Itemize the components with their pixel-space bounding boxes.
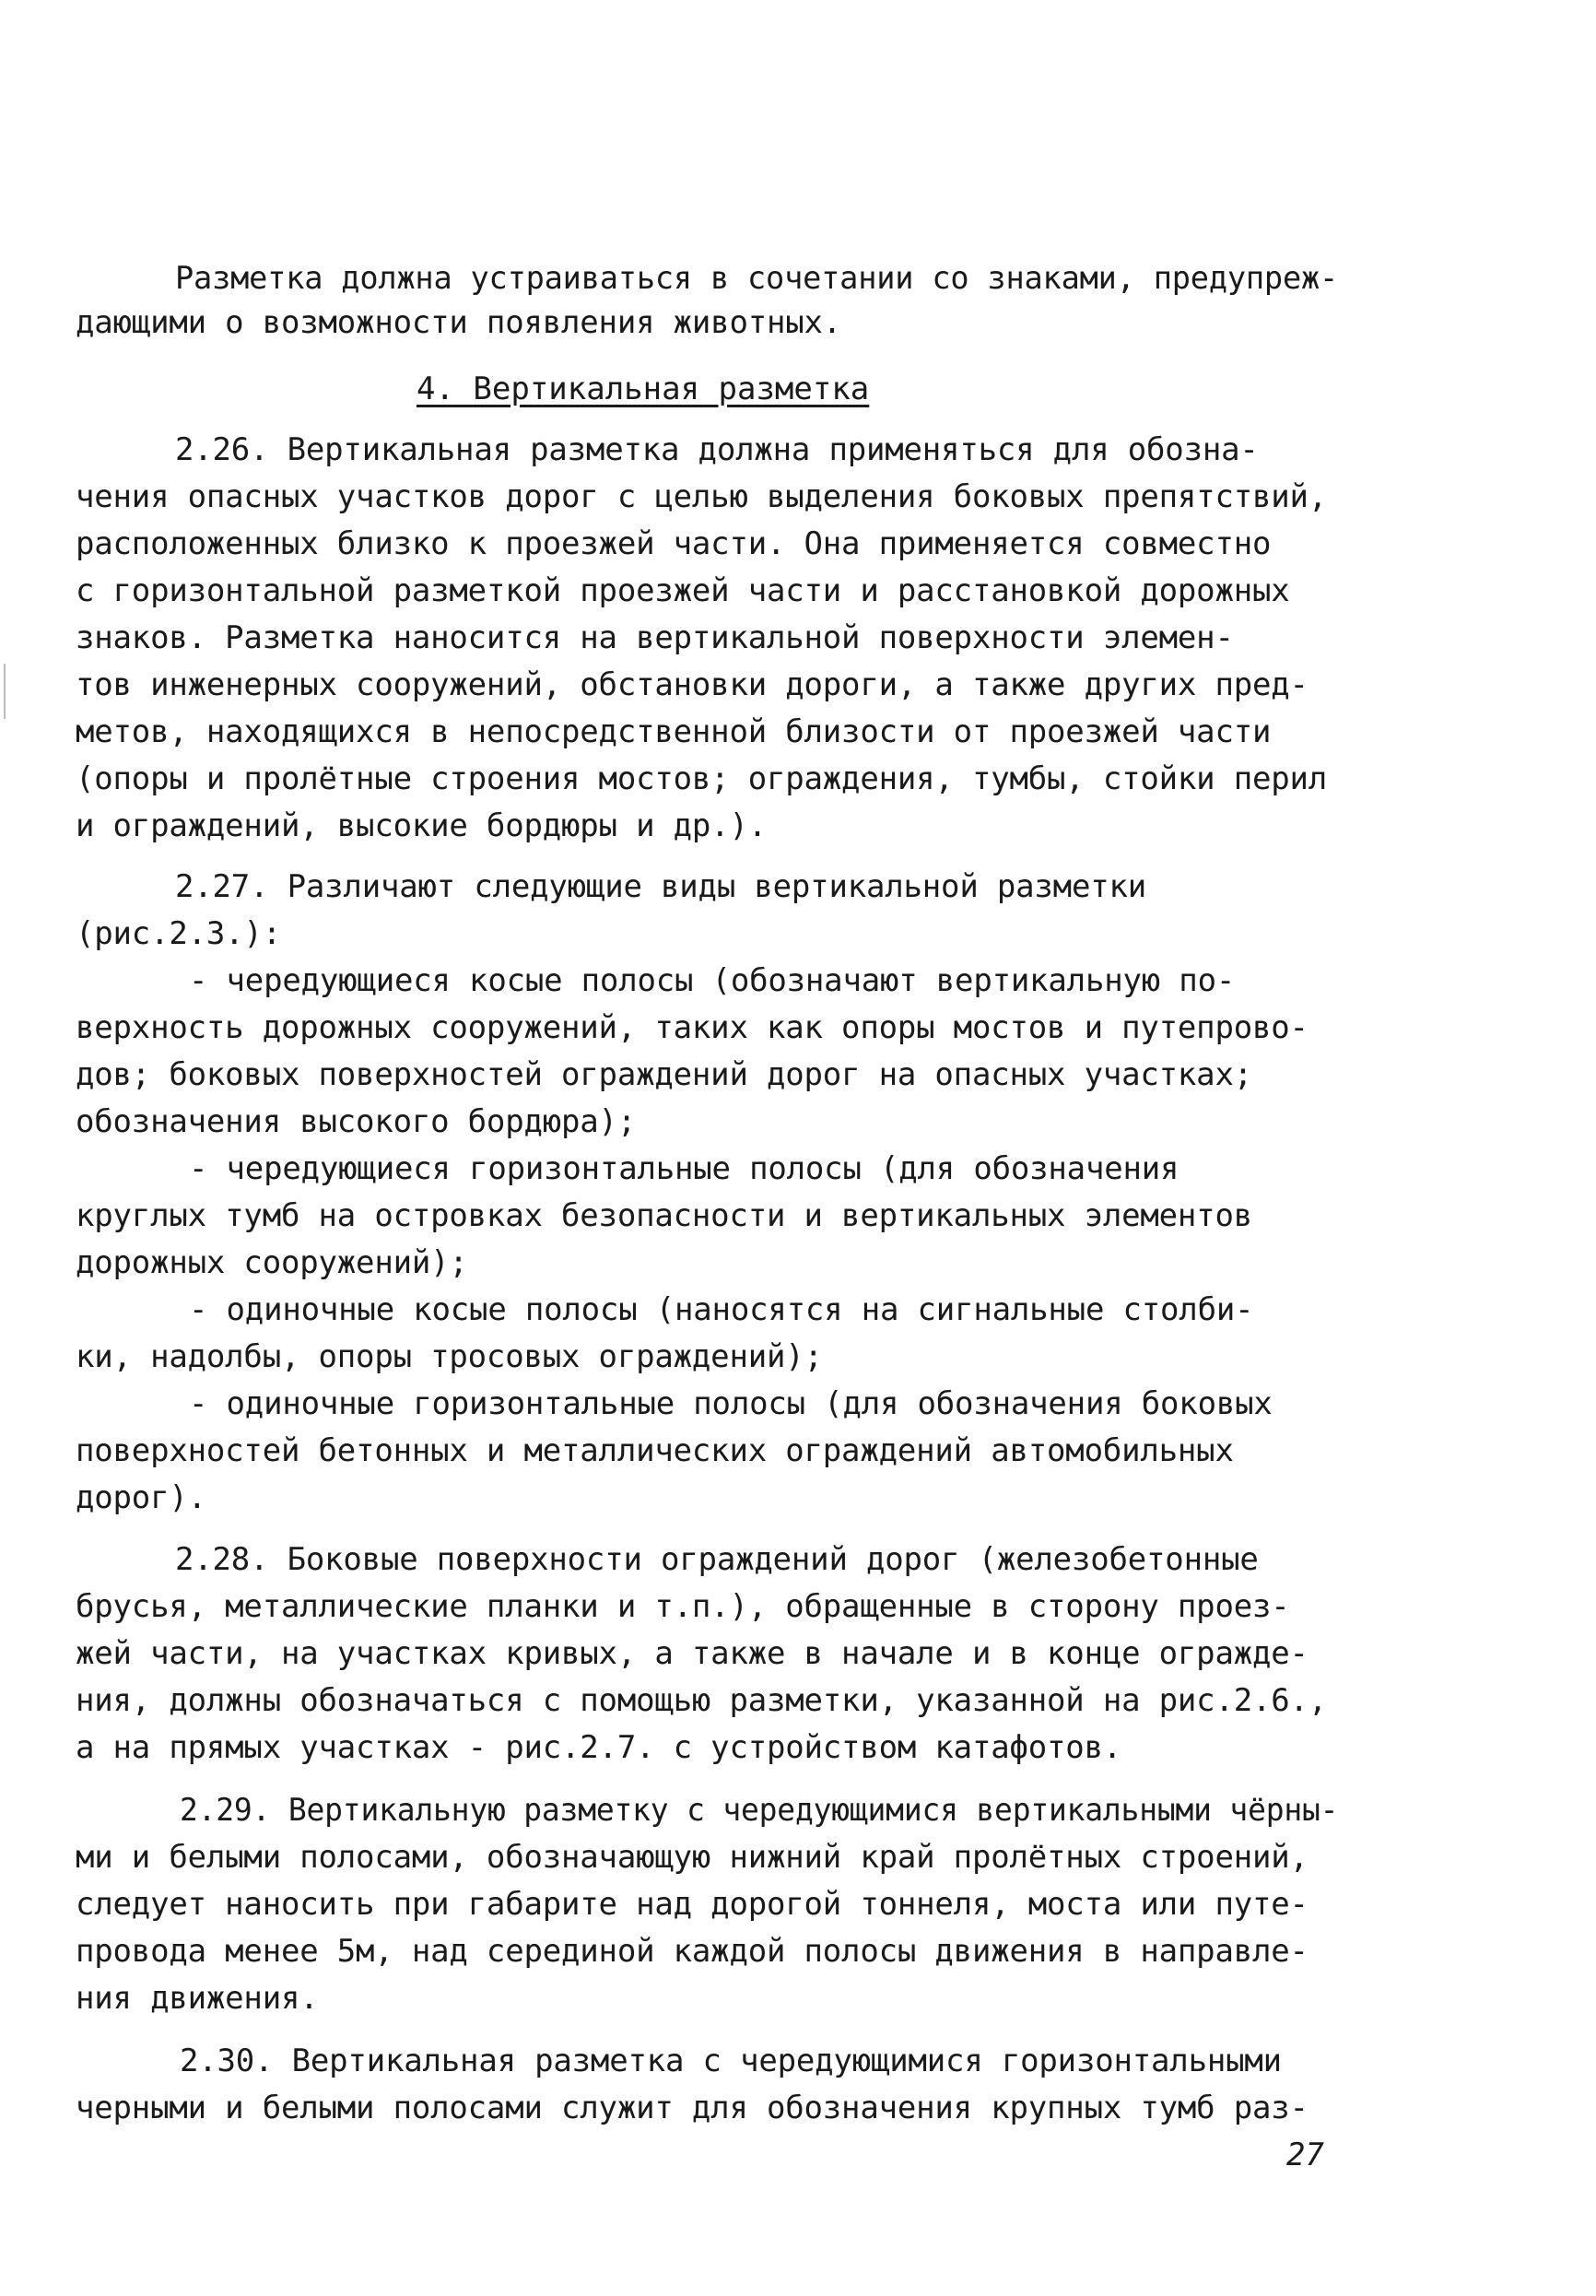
paragraph-2-26-line: метов, находящихся в непосредственной близости от проезжей части <box>76 713 1272 750</box>
paragraph-2-30-line: 2.30. Вертикальная разметка с чередующимися горизонтальными <box>180 2043 1282 2079</box>
paragraph-2-27-line: - чередующиеся косые полосы (обозначают вертикальную по- <box>189 962 1236 999</box>
paragraph-2-30-line: черными и белыми полосами служит для обозначения крупных тумб раз- <box>76 2090 1308 2126</box>
paragraph-2-27-line: дов; боковых поверхностей ограждений дорог на опасных участках; <box>76 1056 1252 1093</box>
paragraph-2-27-line: дорожных сооружений); <box>76 1244 468 1281</box>
paragraph-2-29-line: ния движения. <box>76 1980 319 2017</box>
intro-line: дающими о возможности появления животных. <box>76 304 842 341</box>
paragraph-2-26-line: знаков. Разметка наносится на вертикальной поверхности элемен- <box>76 619 1234 656</box>
intro-line: Разметка должна устраиваться в сочетании со знаками, предупреж- <box>175 260 1339 297</box>
paragraph-2-26-line: и ограждений, высокие бордюры и др.). <box>76 807 767 844</box>
paragraph-2-26-line: тов инженерных сооружений, обстановки дороги, а также других пред- <box>76 666 1308 703</box>
page-number: 27 <box>1286 2137 1324 2173</box>
paragraph-2-29-line: ми и белыми полосами, обозначающую нижний край пролётных строений, <box>76 1839 1308 1876</box>
paragraph-2-27-line: поверхностей бетонных и металлических ограждений автомобильных <box>76 1432 1234 1469</box>
paragraph-2-27-line: ки, надолбы, опоры тросовых ограждений); <box>76 1338 823 1375</box>
paragraph-2-27-line: 2.27. Различают следующие виды вертикальной разметки <box>175 868 1147 905</box>
paragraph-2-27-line: - чередующиеся горизонтальные полосы (для обозначения <box>189 1150 1179 1187</box>
paragraph-2-29-line: провода менее 5м, над серединой каждой полосы движения в направле- <box>76 1933 1308 1970</box>
paragraph-2-27-line: (рис.2.3.): <box>76 915 281 952</box>
paragraph-2-26-line: (опоры и пролётные строения мостов; ограждения, тумбы, стойки перил <box>76 760 1328 797</box>
paragraph-2-28-line: 2.28. Боковые поверхности ограждений дорог (железобетонные <box>175 1541 1259 1578</box>
section-heading: 4. Вертикальная разметка <box>417 371 870 407</box>
paragraph-2-27-line: круглых тумб на островках безопасности и вертикальных элементов <box>76 1197 1252 1234</box>
scan-margin-mark <box>4 664 6 719</box>
paragraph-2-26-line: с горизонтальной разметкой проезжей части и расстановкой дорожных <box>76 572 1290 609</box>
paragraph-2-27-line: - одиночные косые полосы (наносятся на сигнальные столби- <box>189 1291 1254 1328</box>
paragraph-2-27-line: дорог). <box>76 1479 206 1516</box>
paragraph-2-27-line: верхность дорожных сооружений, таких как опоры мостов и путепрово- <box>76 1009 1308 1046</box>
paragraph-2-28-line: а на прямых участках - рис.2.7. с устройством катафотов. <box>76 1729 1122 1766</box>
paragraph-2-26-line: чения опасных участков дорог с целью выделения боковых препятствий, <box>76 478 1328 515</box>
paragraph-2-29-line: следует наносить при габарите над дорогой тоннеля, моста или путе- <box>76 1886 1308 1923</box>
paragraph-2-26-line: расположенных близко к проезжей части. Она применяется совместно <box>76 525 1272 562</box>
paragraph-2-28-line: брусья, металлические планки и т.п.), обращенные в сторону проез- <box>76 1588 1290 1625</box>
paragraph-2-27-line: - одиночные горизонтальные полосы (для обозначения боковых <box>189 1385 1273 1422</box>
paragraph-2-27-line: обозначения высокого бордюра); <box>76 1103 637 1140</box>
paragraph-2-28-line: ния, должны обозначаться с помощью разметки, указанной на рис.2.6., <box>76 1682 1328 1719</box>
paragraph-2-29-line: 2.29. Вертикальную разметку с чередующимися вертикальными чёрны- <box>180 1792 1339 1829</box>
paragraph-2-26-line: 2.26. Вертикальная разметка должна применяться для обозна- <box>175 431 1259 468</box>
paragraph-2-28-line: жей части, на участках кривых, а также в начале и в конце огражде- <box>76 1635 1308 1672</box>
